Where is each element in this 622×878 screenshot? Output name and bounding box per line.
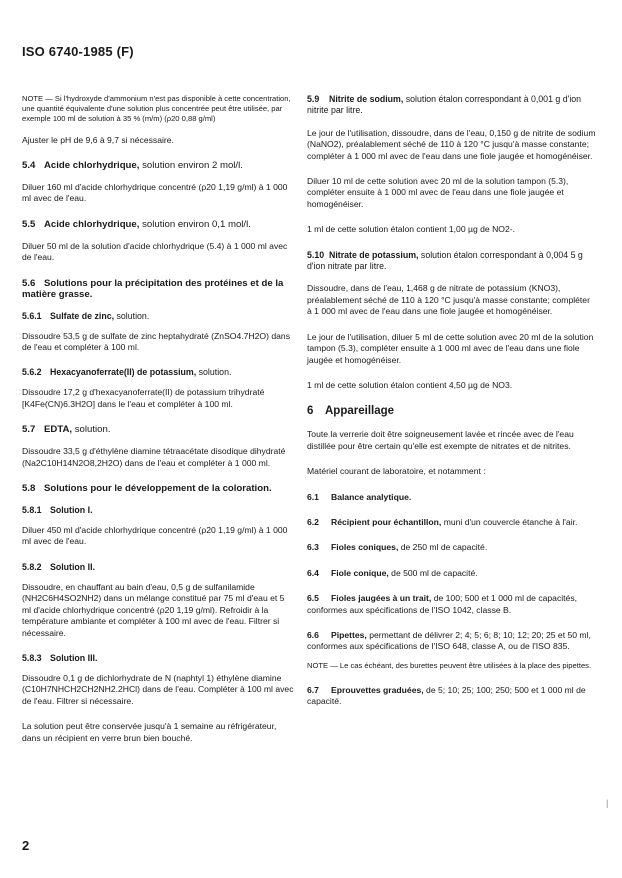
margin-mark: | [606, 798, 609, 808]
item-desc: de 100; 500 et 1 000 ml de capacités, conformes aux spécifications de l'ISO 1042, classe B. [307, 593, 578, 615]
item-number: 6.5 [307, 593, 319, 604]
item-title: Pipettes, [331, 629, 367, 640]
item-number: 6.7 [307, 684, 319, 695]
document-header: ISO 6740-1985 (F) [22, 44, 134, 59]
section-5-8-1-body: Diluer 450 ml d'acide chlorhydrique concentré (ρ20 1,19 g/ml) à 1 000 ml avec de l'eau. [22, 525, 288, 547]
section-number: 5.6.2 [22, 367, 42, 378]
section-number: 5.8.3 [22, 652, 42, 663]
section-5-8-3-body: Dissoudre 0,1 g de dichlorhydrate de N (naphtyl 1) éthylène diamine (C10H7NHCH2CH2NH2.2HCl) dans de l'eau. Compléter à 100 ml avec de l'eau. Filtrer si nécessaire. [22, 672, 294, 706]
section-desc: solution. [74, 424, 111, 436]
section-title: Acide chlorhydrique, [44, 218, 140, 230]
item-6-5 [307, 593, 597, 616]
section-desc: solution étalon correspondant à 0,004 5 g d'ion nitrate par litre. [307, 249, 583, 272]
section-desc: solution environ 2 mol/l. [142, 160, 243, 172]
item-title: Fioles jaugées à un trait, [331, 593, 432, 604]
section-number: 5.7 [22, 424, 36, 436]
item-desc: de 500 ml de capacité. [391, 567, 478, 578]
section-5-4-body: Diluer 160 ml d'acide chlorhydrique concentré (ρ20 1,19 g/ml) à 1 000 ml avec de l'eau. [22, 182, 288, 204]
section-5-10-body: Dissoudre, dans de l'eau, 1,468 g de nitrate de potassium (KNO3), préalablement séché de 110 à 120 °C jusqu'à masse constante; compléter à 1 000 ml avec de l'eau dans une fiole jaugée et homogénéiser. [307, 283, 590, 317]
section-desc: solution environ 0,1 mol/l. [142, 218, 251, 230]
note-pipettes: NOTE — Le cas échéant, des burettes peuvent être utilisées à la place des pipettes. [307, 660, 592, 670]
item-6-6 [307, 630, 597, 653]
item-6-4 [307, 568, 597, 579]
item-desc: muni d'un couvercle étanche à l'air. [443, 516, 578, 527]
item-number: 6.2 [307, 516, 319, 527]
section-5-6-1-heading [22, 311, 294, 321]
section-title: Sulfate de zinc, [50, 310, 115, 321]
section-desc: solution. [198, 367, 232, 378]
left-column [22, 94, 294, 758]
item-title: Récipient pour échantillon, [331, 516, 442, 527]
section-5-8-2-body: Dissoudre, en chauffant au bain d'eau, 0,5 g de sulfanilamide (NH2C6H4SO2NH2) dans un mélange constitué par 75 ml d'eau et 5 ml d'acide chlorhydrique concentré (ρ20 1,19 g/ml). Refroidir à la température ambiante et compléter à 100 ml avec de l'eau. Filtrer si nécessaire. [22, 581, 285, 638]
right-column [307, 94, 597, 722]
section-5-5-heading [22, 219, 294, 230]
section-5-9-body-2: Diluer 10 ml de cette solution avec 20 ml de la solution tampon (5.3), compléter ensuite à 1 000 ml avec de l'eau dans une fiole jaugée et homogénéiser. [307, 176, 569, 209]
item-number: 6.4 [307, 567, 319, 578]
section-title: Nitrate de potassium, [329, 249, 419, 260]
item-desc: de 5; 10; 25; 100; 250; 500 et 1 000 ml de capacité. [307, 684, 586, 707]
note-ammonium: NOTE — Si l'hydroxyde d'ammonium n'est pas disponible à cette concentration, une quantité équivalente d'une solution plus concentrée peut être utilisée, par exemple 100 ml de solution à 35 % (m/m) (ρ20 0,88 g/ml) [22, 94, 291, 124]
section-5-10-body-3: 1 ml de cette solution étalon contient 4,50 µg de NO3. [307, 379, 513, 390]
section-title: Acide chlorhydrique, [44, 160, 140, 172]
item-6-1 [307, 492, 597, 503]
section-number: 5.8 [22, 483, 36, 495]
item-6-7 [307, 685, 597, 708]
section-5-7-heading [22, 424, 294, 435]
item-number: 6.1 [307, 491, 319, 502]
section-6-heading [307, 405, 597, 417]
section-5-8-3-heading [22, 653, 294, 663]
section-number: 5.8.2 [22, 561, 42, 572]
section-5-8-3-storage: La solution peut être conservée jusqu'à 1 semaine au réfrigérateur, dans un récipient en verre brun bien bouché. [22, 721, 277, 743]
section-title: Appareillage [325, 405, 395, 418]
section-title: Solutions pour la précipitation des protéines et de la matière grasse. [22, 277, 284, 300]
section-title: Solution II. [50, 561, 95, 572]
item-desc: de 250 ml de capacité. [400, 542, 488, 553]
section-5-8-heading [22, 483, 294, 494]
section-title: Solution I. [50, 505, 93, 516]
section-5-5-body: Diluer 50 ml de la solution d'acide chlorhydrique (5.4) à 1 000 ml avec de l'eau. [22, 240, 288, 263]
section-desc: solution. [116, 310, 150, 321]
section-5-9-body-3: 1 ml de cette solution étalon contient 1,00 µg de NO2-. [307, 224, 515, 235]
section-5-9-body: Le jour de l'utilisation, dissoudre, dans de l'eau, 0,150 g de nitrite de sodium (NaNO2), préalablement séché de 110 à 120 °C jusqu'à masse constante; compléter à 1 000 ml avec de l'eau dans une fiole jaugée et homogénéiser. [307, 127, 596, 161]
section-6-body-2: Matériel courant de laboratoire, et notamment : [307, 466, 486, 477]
section-title: Solution III. [50, 652, 98, 663]
item-title: Eprouvettes graduées, [331, 684, 424, 695]
section-5-6-1-body: Dissoudre 53,5 g de sulfate de zinc heptahydraté (ZnSO4.7H2O) dans de l'eau et compléter à 100 ml. [22, 330, 290, 353]
section-5-10-heading [307, 250, 597, 273]
item-title: Balance analytique. [331, 491, 412, 502]
item-6-3 [307, 542, 597, 553]
section-5-8-1-heading [22, 505, 294, 515]
item-desc: permettant de délivrer 2; 4; 5; 6; 8; 10; 12; 20; 25 et 50 ml, conformes aux spécifications de l'ISO 648, classe A, ou de l'ISO 835. [307, 629, 591, 652]
section-5-7-body: Dissoudre 33,5 g d'éthylène diamine tétraacétate disodique dihydraté (Na2C10H14N2O8,2H2O) dans de l'eau et compléter à 1 000 ml. [22, 446, 286, 468]
section-title: EDTA, [44, 424, 73, 436]
item-number: 6.6 [307, 629, 319, 640]
section-5-8-2-heading [22, 562, 294, 572]
section-number: 5.4 [22, 160, 36, 172]
section-6-body: Toute la verrerie doit être soigneusement lavée et rincée avec de l'eau distillée pour être certain qu'elle est exempte de nitrates et de nitrites. [307, 429, 574, 451]
adjust-ph: Ajuster le pH de 9,6 à 9,7 si nécessaire. [22, 134, 174, 145]
section-number: 5.9 [307, 94, 320, 104]
section-5-6-2-body: Dissoudre 17,2 g d'hexacyanoferrate(II) de potassium trihydraté [K4Fe(CN)6.3H2O] dans le l'eau et compléter à 100 ml. [22, 387, 265, 409]
item-number: 6.3 [307, 542, 319, 553]
item-title: Fioles coniques, [331, 542, 399, 553]
section-5-6-2-heading [22, 367, 294, 377]
section-5-6-heading [22, 278, 294, 300]
section-number: 5.8.1 [22, 505, 42, 516]
section-number: 5.6 [22, 277, 36, 289]
section-number: 5.10 [307, 249, 325, 260]
item-title: Fiole conique, [331, 567, 389, 578]
section-title: Nitrite de sodium, [329, 94, 404, 104]
section-title: Hexacyanoferrate(II) de potassium, [50, 367, 197, 378]
section-number: 6 [307, 405, 314, 418]
section-title: Solutions pour le développement de la coloration. [44, 483, 272, 495]
section-number: 5.6.1 [22, 310, 42, 321]
item-6-2 [307, 517, 597, 528]
section-5-10-body-2: Le jour de l'utilisation, diluer 5 ml de cette solution avec 20 ml de la solution tampon (5.3), compléter ensuite à 1 000 ml avec de l'eau dans une fiole jaugée et homogénéiser. [307, 331, 594, 365]
page-number: 2 [22, 838, 30, 853]
section-5-4-heading [22, 160, 294, 171]
section-5-9-heading [307, 94, 597, 117]
section-number: 5.5 [22, 218, 36, 230]
section-desc: solution étalon correspondant à 0,001 g d'ion nitrite par litre. [307, 94, 582, 116]
